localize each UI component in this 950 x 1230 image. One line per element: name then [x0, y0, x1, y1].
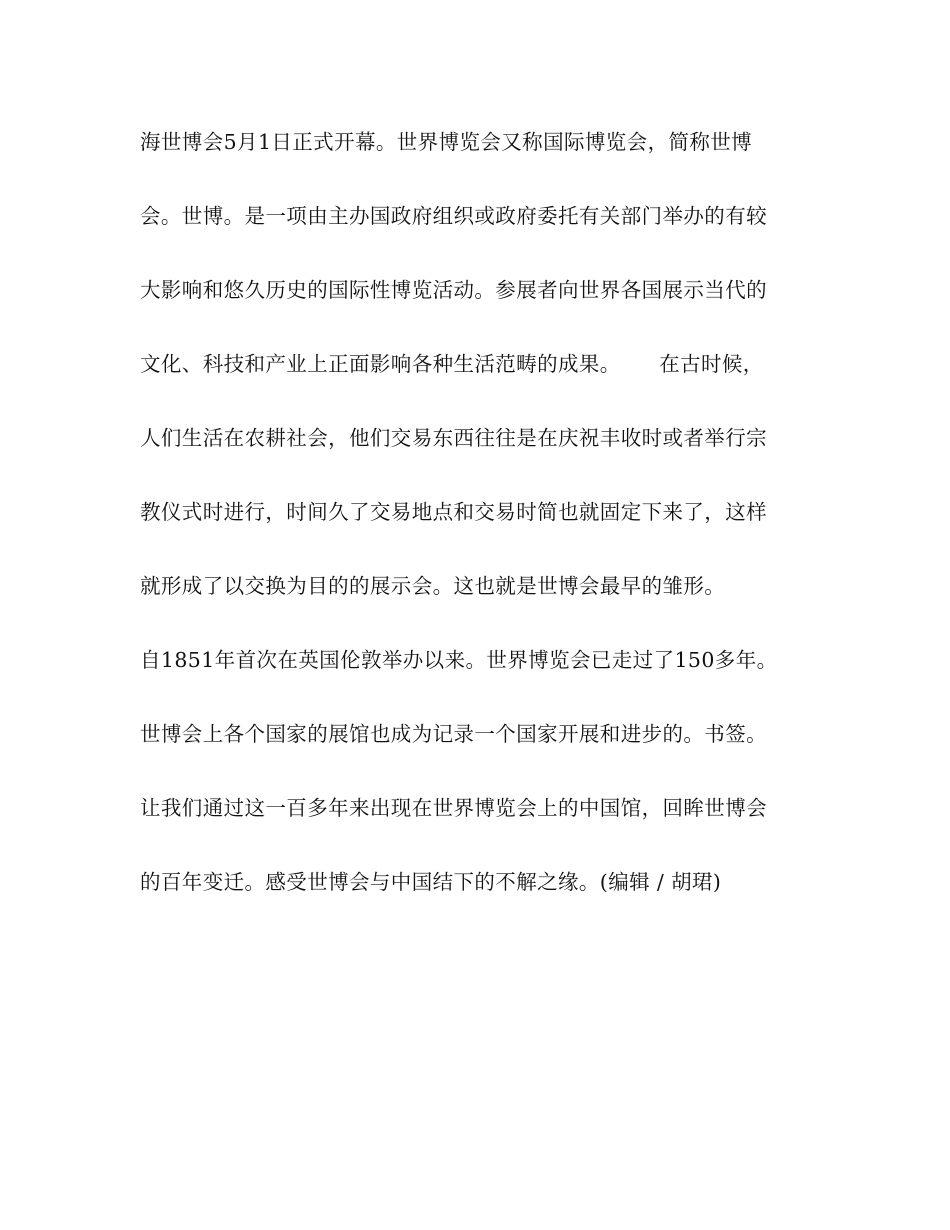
text-line-7: 就形成了以交换为目的的展示会。这也就是世博会最早的雏形。 — [140, 574, 726, 598]
text-line-9: 世博会上各个国家的展馆也成为记录一个国家开展和进步的。书签。 — [140, 722, 767, 746]
text-line-4: 文化、科技和产业上正面影响各种生活范畴的成果。 在古时候， — [140, 352, 764, 376]
text-line-1: 海世博会5月1日正式开幕。世界博览会又称国际博览会，简称世博 — [140, 130, 753, 154]
body-text — [140, 124, 800, 901]
text-line-11: 的百年变迁。感受世博会与中国结下的不解之缘。(编辑 / 胡珺) — [140, 870, 722, 894]
text-line-10: 让我们通过这一百多年来出现在世界博览会上的中国馆，回眸世博会 — [140, 796, 767, 820]
text-line-8: 自1851年首次在英国伦敦举办以来。世界博览会已走过了150多年。 — [140, 648, 778, 672]
text-line-5: 人们生活在农耕社会，他们交易东西往往是在庆祝丰收时或者举行宗 — [140, 426, 767, 450]
text-line-2: 会。世博。是一项由主办国政府组织或政府委托有关部门举办的有较 — [140, 204, 767, 228]
text-line-3: 大影响和悠久历史的国际性博览活动。参展者向世界各国展示当代的 — [140, 278, 767, 302]
text-line-6: 教仪式时进行，时间久了交易地点和交易时简也就固定下来了，这样 — [140, 500, 767, 524]
